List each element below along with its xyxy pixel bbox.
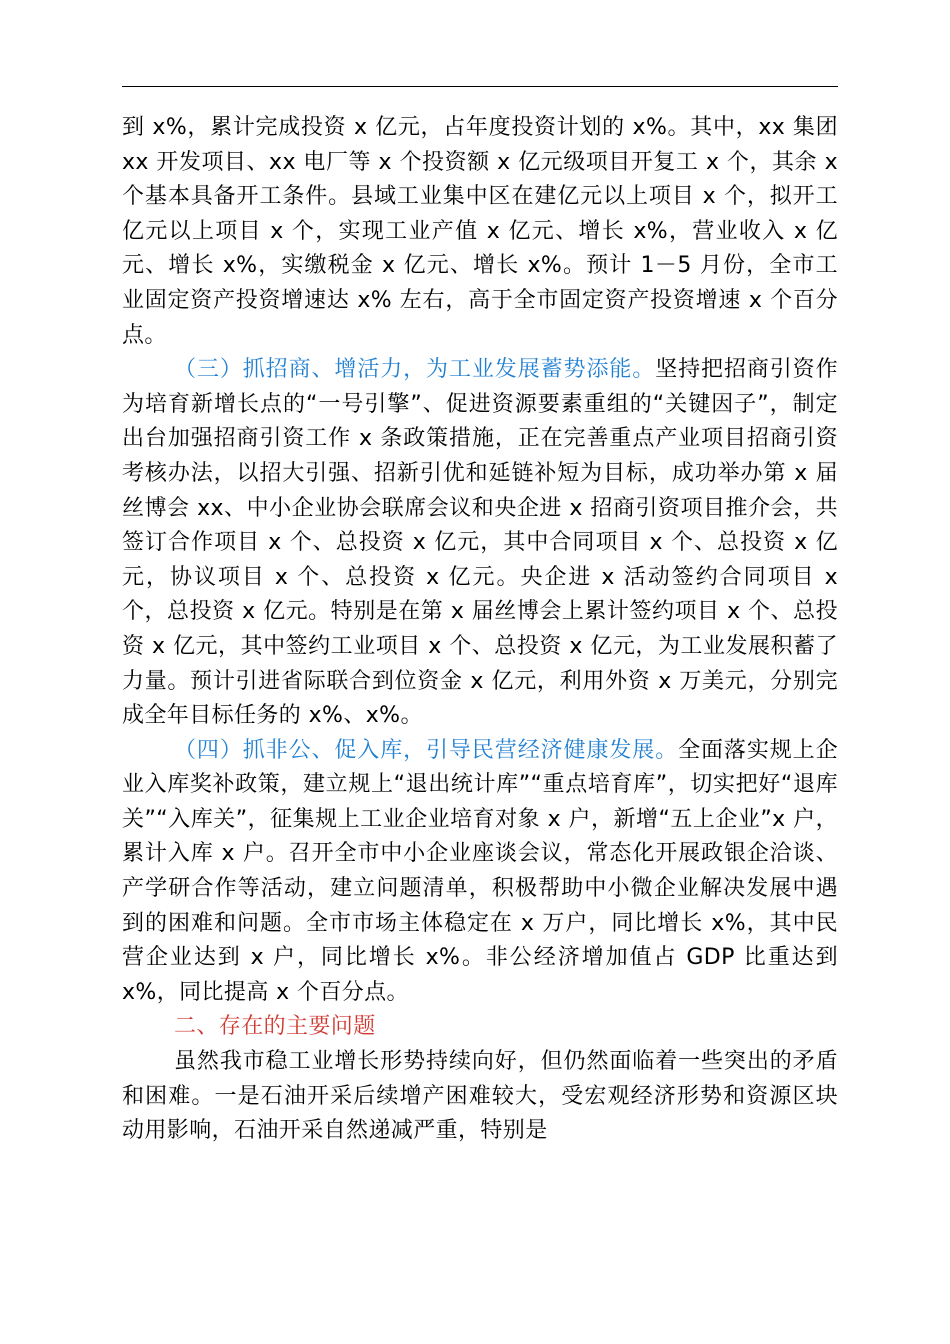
paragraph-main-heading: [122, 1010, 838, 1045]
paragraph-text: 全面落实规上企业入库奖补政策，建立规上“退出统计库”“重点培育库”，切实把好“退库关”“入库关”，征集规上工业企业培育对象 x 户，新增“五上企业”x 户，累计入库 x 户。召开全市中小企业座谈会议，常态化开展政银企洽谈、产学研合作等活动，建立问题清单，积极帮助中小微企业解决发展中遇到的困难和问题。全市市场主体稳定在 x 万户，同比增长 x%，其中民营企业达到 x 户，同比增长 x%。非公经济增加值占 GDP 比重达到 x%，同比提高 x 个百分点。: [122, 737, 838, 1005]
paragraph-text: 坚持把招商引资作为培育新增长点的“一号引擎”、促进资源要素重组的“关键因子”，制定出台加强招商引资工作 x 条政策措施，正在完善重点产业项目招商引资考核办法，以招大引强、招新引优和延链补短为目标，成功举办第 x 届丝博会 xx、中小企业协会联席会议和央企进 x 招商引资项目推介会，共签订合作项目 x 个、总投资 x 亿元，其中合同项目 x 个、总投资 x 亿元，协议项目 x 个、总投资 x 亿元。央企进 x 活动签约合同项目 x 个，总投资 x 亿元。特别是在第 x 届丝博会上累计签约项目 x 个、总投资 x 亿元，其中签约工业项目 x 个、总投资 x 亿元，为工业发展积蓄了力量。预计引进省际联合到位资金 x 亿元，利用外资 x 万美元，分别完成全年目标任务的 x%、x%。: [122, 357, 839, 729]
header-rule: [122, 86, 838, 87]
main-section-heading: 二、存在的主要问题: [174, 1014, 376, 1040]
paragraph-continued: [122, 111, 838, 353]
section-heading-4: （四）抓非公、促入库，引导民营经济健康发展。: [174, 737, 679, 763]
paragraph-problems: [122, 1045, 838, 1149]
paragraph-section-3: [122, 353, 838, 734]
paragraph-section-4: [122, 734, 838, 1011]
paragraph-text: 到 x%，累计完成投资 x 亿元，占年度投资计划的 x%。其中，xx 集团 xx 开发项目、xx 电厂等 x 个投资额 x 亿元级项目开复工 x 个，其余 x 个基本具备开工条件。县域工业集中区在建亿元以上项目 x 个，拟开工亿元以上项目 x 个，实现工业产值 x 亿元、增长 x%，营业收入 x 亿元、增长 x%，实缴税金 x 亿元、增长 x%。预计 1－5 月份，全市工业固定资产投资增速达 x% 左右，高于全市固定资产投资增速 x 个百分点。: [122, 115, 838, 348]
document-body: [122, 111, 838, 1149]
section-heading-3: （三）抓招商、增活力，为工业发展蓄势添能。: [174, 357, 656, 383]
paragraph-text: 虽然我市稳工业增长形势持续向好，但仍然面临着一些突出的矛盾和困难。一是石油开采后续增产困难较大，受宏观经济形势和资源区块动用影响，石油开采自然递减严重，特别是: [122, 1049, 838, 1144]
